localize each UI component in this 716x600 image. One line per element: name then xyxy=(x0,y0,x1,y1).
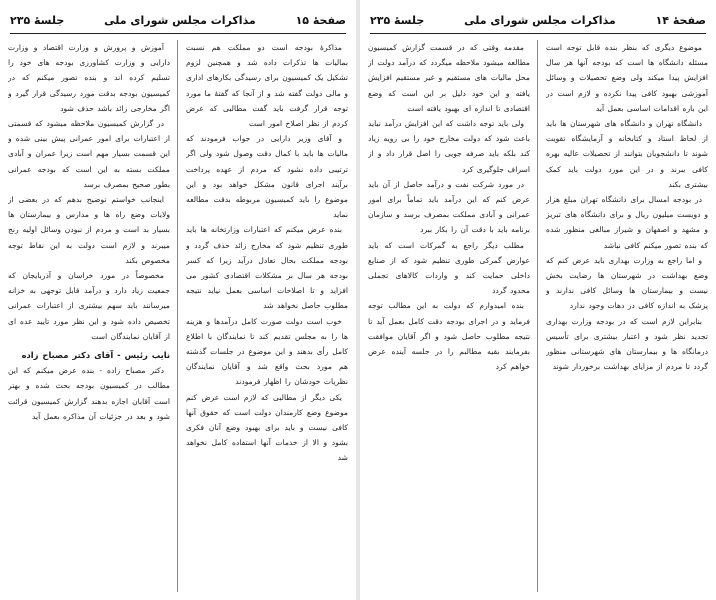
paragraph: در بودجه امسال برای دانشگاه تهران مبلغ هزار و دویست میلیون ریال و برای دانشگاه های تبریز و مشهد و اصفهان و شیراز مبالغی منظور شده که بنده تصور میکنم کافی نباشد xyxy=(546,195,708,250)
paragraph: موضوع دیگری که بنظر بنده قابل توجه است مسئله دانشگاه ها است که بودجه آنها هر سال افزایش پیدا میکند ولی وضع تحصیلات و وسائل آموزشی بهبود کافی پیدا نکرده و لازم است در این باره اقدامات اساسی بعمل آید xyxy=(546,43,708,113)
speaker-line: نایب رئیس - آقای دکتر مصباح زاده xyxy=(21,350,170,361)
column-divider xyxy=(537,40,538,592)
paragraph: بنابراین لازم است که در بودجه وزارت بهداری تجدید نظر شود و اعتبار بیشتری برای تأسیس درمانگاه ها و بیمارستان های شهرستانی منظور گردد تا مردم از مزایای بهداشت برخوردار شوند xyxy=(546,316,708,372)
paragraph: اینجانب خواستم توضیح بدهم که در بعضی از ولایات وضع راه ها و مدارس و بیمارستان ها بسیار بد است و مردم از نبودن وسائل اولیه رنج میبرند و لازم است دولت به این نقاط توجه مخصوص بکند xyxy=(8,195,170,265)
page-number: صفحهٔ ۱۴ xyxy=(655,13,706,27)
text-column-right xyxy=(546,40,708,594)
page-title: مذاکرات مجلس شورای ملی xyxy=(464,13,616,27)
paragraph: مذاکرهٔ بودجه است دو مملکت هم نسبت بمالیات ها تذکرات داده شد و همچنین لزوم تشکیل یک کمیسیون برای رسیدگی بکارهای اداری و مالی دولت گفته شد و از آنجا که گفتهٔ ما مورد توجه قرار گرفت باید گفت مطالبی که عرض کردم از نظر اصلاح امور است xyxy=(186,43,348,129)
page-left xyxy=(0,0,356,600)
paragraph: و اما راجع به وزارت بهداری باید عرض کنم که وضع بهداشت در شهرستان ها رضایت بخش نیست و بیمارستان ها وسائل کافی ندارند و پزشک به اندازه کافی در دهات وجود ندارد xyxy=(546,255,708,311)
paragraph: دکتر مصباح زاده - بنده عرض میکنم که این مطالب در کمیسیون بودجه بحث شده و بهتر است آقایان اجازه بدهند گزارش کمیسیون قرائت شود و بعد در جزئیات آن مذاکره بعمل آید xyxy=(8,366,170,421)
header-rule xyxy=(370,33,706,34)
page-number: صفحهٔ ۱۵ xyxy=(295,13,346,27)
paragraph: دانشگاه تهران و دانشگاه های شهرستان ها باید از لحاظ استاد و کتابخانه و آزمایشگاه تقویت شوند تا دانشجویان بتوانند از تحصیلات عالیه بهره کافی ببرند و در این مورد دولت باید کمک بیشتری بکند xyxy=(546,119,708,189)
paragraph: مطلب دیگر راجع به گمرکات است که باید عوارض گمرکی طوری تنظیم شود که از صنایع داخلی حمایت کند و واردات کالاهای تجملی محدود گردد xyxy=(368,240,530,296)
text-column-right xyxy=(186,40,348,594)
paragraph: بنده امیدوارم که دولت به این مطالب توجه فرماید و در اجرای بودجه دقت کامل بعمل آید تا نتیجه مطلوب حاصل شود و اگر آقایان موافقت بفرمایند بقیه مطالبم را در جلسه آینده عرض خواهم کرد xyxy=(368,301,530,372)
paragraph: مخصوصاً در مورد خراسان و آذربایجان که جمعیت زیاد دارد و درآمد قابل توجهی به خزانه میرسانند باید سهم بیشتری از اعتبارات عمرانی تخصیص داده شود و این نظر مورد تایید عده ای از آقایان نمایندگان است xyxy=(8,271,170,341)
page-header xyxy=(10,8,346,32)
paragraph: و آقای وزیر دارایی در جواب فرمودند که مالیات ها باید با کمال دقت وصول شود ولی اگر ترتیبی داده نشود که مردم از عهده پرداخت برآیند اجرای قانون مشکل خواهد بود و این موضوع را باید کمیسیون مربوطه بدقت مطالعه نماید xyxy=(186,134,348,220)
header-rule xyxy=(10,33,346,34)
paragraph: یکی دیگر از مطالبی که لازم است عرض کنم موضوع وضع کارمندان دولت است که حقوق آنها کافی نیست و باید برای بهبود وضع آنان فکری بشود و الا از خدمات آنها استفاده کامل نخواهد شد xyxy=(186,392,348,463)
paragraph: خوب است دولت صورت کامل درآمدها و هزینه ها را به مجلس تقدیم کند تا نمایندگان با اطلاع کامل رأی بدهند و این موضوع در جلسات گذشته هم مورد بحث واقع شد و آقایان نمایندگان نظریات خودشان را اظهار فرمودند xyxy=(186,316,348,387)
paragraph: آموزش و پرورش و وزارت اقتصاد و وزارت دارایی و وزارت کشاورزی بودجه های خود را تسلیم کرده اند و بنده تصور میکنم که در کمیسیون بودجه بدقت مورد رسیدگی قرار گیرد و اگر مخارجی زائد باشد حذف شود xyxy=(8,43,170,113)
paragraph: در گزارش کمیسیون ملاحظه میشود که قسمتی از اعتبارات برای امور عمرانی پیش بینی شده و این قسمت بسیار مهم است زیرا عمران و آبادی مملکت بسته به این است که بودجه عمرانی بطور صحیح بمصرف برسد xyxy=(8,119,170,189)
page-header xyxy=(370,8,706,32)
text-column-left xyxy=(8,40,170,594)
paragraph: بنده عرض میکنم که اعتبارات وزارتخانه ها باید طوری تنظیم شود که مخارج زائد حذف گردد و بودجه مملکت بحال تعادل درآید زیرا که کسر بودجه هر سال بر مشکلات اقتصادی کشور می افزاید و تا اصلاحات اساسی بعمل نیاید نتیجه مطلوب حاصل نخواهد شد xyxy=(186,225,348,311)
text-column-left xyxy=(368,40,530,594)
page-right xyxy=(360,0,716,600)
paragraph: در مورد شرکت نفت و درآمد حاصل از آن باید عرض کنم که این درآمد باید تماماً برای امور عمرانی و آبادی مملکت بمصرف برسد و سازمان برنامه باید با دقت آن را بکار ببرد xyxy=(368,179,530,235)
session-number: جلسهٔ ۲۳۵ xyxy=(10,13,65,27)
page-title: مذاکرات مجلس شورای ملی xyxy=(104,13,256,27)
session-number: جلسهٔ ۲۳۵ xyxy=(370,13,425,27)
paragraph: مقدمه وقتی که در قسمت گزارش کمیسیون مطالعه میشود ملاحظه میگردد که درآمد دولت از محل مالیات های مستقیم و غیر مستقیم افزایش یافته و این خود دلیل بر این است که وضع اقتصادی تا اندازه ای بهبود یافته است xyxy=(368,43,530,113)
paragraph: ولی باید توجه داشت که این افزایش درآمد نباید باعث شود که دولت مخارج خود را بی رویه زیاد کند بلکه باید صرفه جویی را اصل قرار داد و از اسراف جلوگیری کرد xyxy=(368,119,530,174)
column-divider xyxy=(177,40,178,592)
